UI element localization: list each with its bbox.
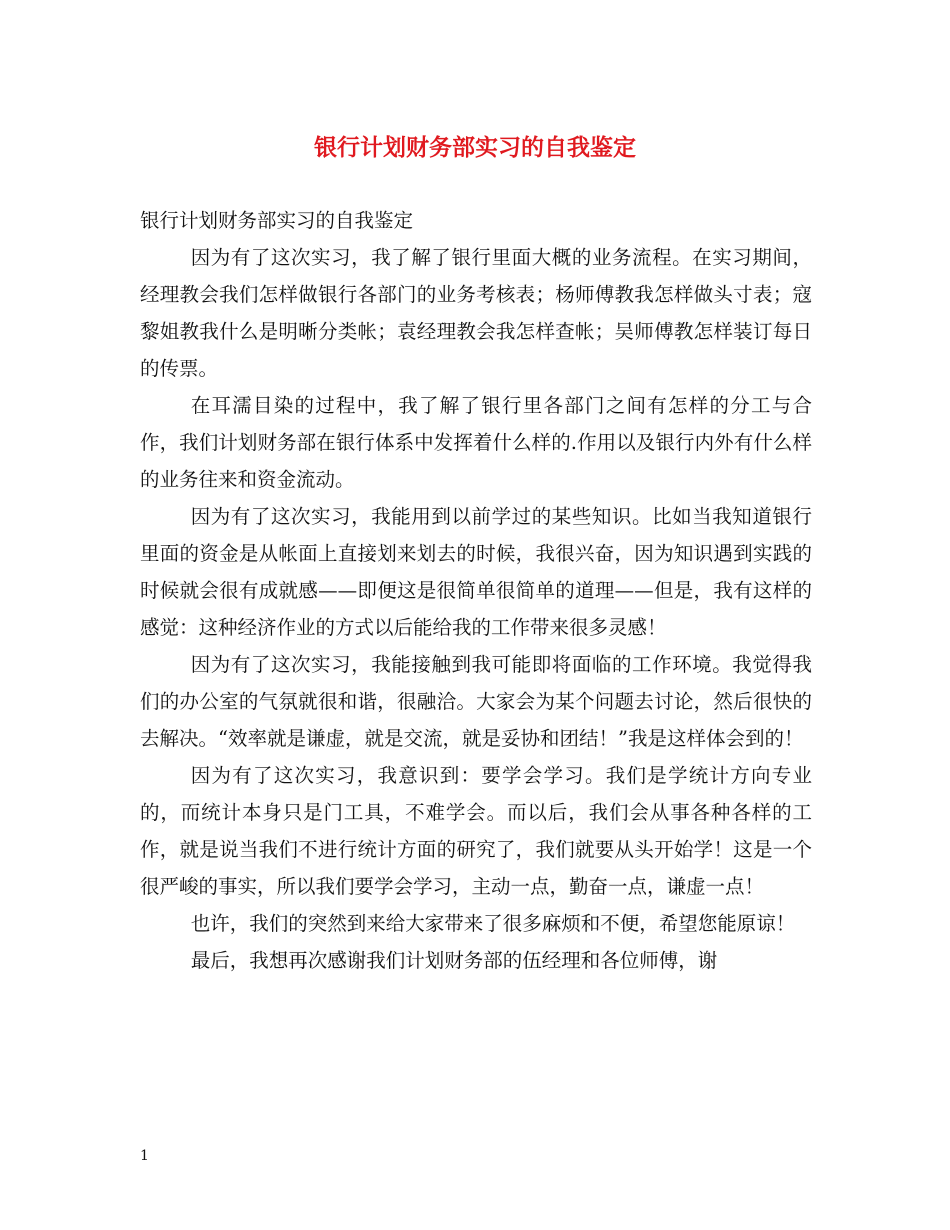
document-body — [140, 202, 812, 979]
paragraph-1: 因为有了这次实习，我了解了银行里面大概的业务流程。在实习期间，经理教会我们怎样做银行各部门的业务考核表；杨师傅教我怎样做头寸表；寇黎姐教我什么是明晰分类帐；袁经理教会我怎样查帐；吴师傅教怎样装订每日的传票。 — [140, 246, 812, 380]
paragraph-4: 因为有了这次实习，我能接触到我可能即将面临的工作环境。我觉得我们的办公室的气氛就很和谐，很融洽。大家会为某个问题去讨论，然后很快的去解决。“效率就是谦虚，就是交流，就是妥协和团结！”我是这样体会到的！ — [140, 653, 812, 750]
paragraph-7: 最后，我想再次感谢我们计划财务部的伍经理和各位师傅，谢 — [190, 949, 718, 972]
document-subtitle: 银行计划财务部实习的自我鉴定 — [140, 209, 414, 232]
paragraph-3: 因为有了这次实习，我能用到以前学过的某些知识。比如当我知道银行里面的资金是从帐面上直接划来划去的时候，我很兴奋，因为知识遇到实践的时候就会很有成就感——即便这是很简单很简单的道理——但是，我有这样的感觉：这种经济作业的方式以后能给我的工作带来很多灵感！ — [140, 505, 812, 639]
page-number: 1 — [140, 1148, 149, 1164]
paragraph-6: 也许，我们的突然到来给大家带来了很多麻烦和不便，希望您能原谅！ — [190, 912, 796, 935]
document-title: 银行计划财务部实习的自我鉴定 — [314, 134, 636, 161]
paragraph-5: 因为有了这次实习，我意识到：要学会学习。我们是学统计方向专业的，而统计本身只是门工具，不难学会。而以后，我们会从事各种各样的工作，就是说当我们不进行统计方面的研究了，我们就要从头开始学！这是一个很严峻的事实，所以我们要学会学习，主动一点，勤奋一点，谦虚一点！ — [140, 764, 812, 898]
paragraph-2: 在耳濡目染的过程中，我了解了银行里各部门之间有怎样的分工与合作，我们计划财务部在银行体系中发挥着什么样的.作用以及银行内外有什么样的业务往来和资金流动。 — [140, 394, 812, 491]
